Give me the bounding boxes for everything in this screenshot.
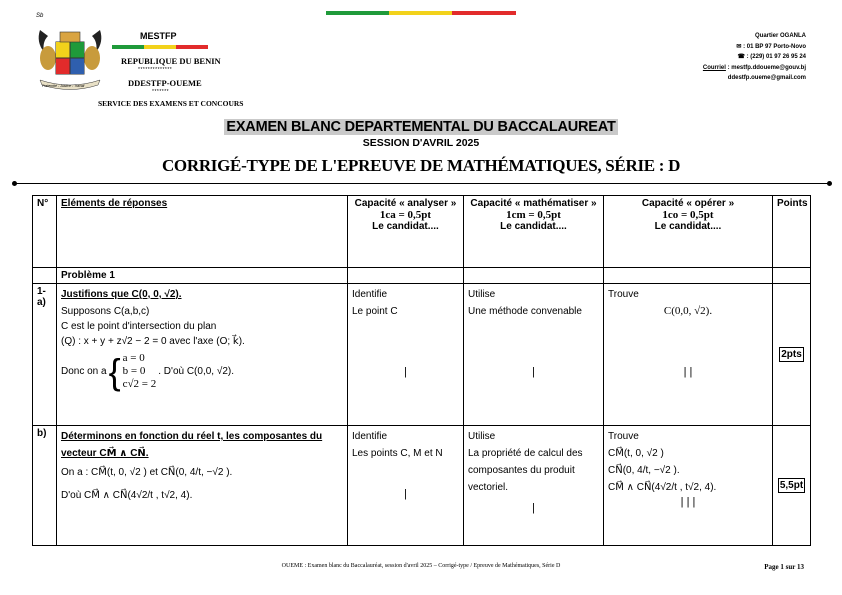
row-1b-c3-c: CN⃗(0, 4/t, −√2 ). <box>608 465 680 476</box>
row-1b-c2-bars: | <box>532 502 535 514</box>
row-1b-elements <box>57 426 348 546</box>
cap1-title: Capacité « analyser » <box>354 198 457 209</box>
row-1b-c1-bars: | <box>404 488 407 500</box>
row-1a-line3: (Q) : x + y + z√2 − 2 = 0 avec l'axe (O; k⃗). <box>61 336 245 347</box>
row-1b-c3-d: CM⃗ ∧ CN⃗(4√2/t , t√2, 4). <box>608 482 717 493</box>
row-1a-operer <box>604 284 773 426</box>
header-cap-analyser <box>348 196 464 268</box>
row-1a-c1-a: Identifie <box>352 289 388 300</box>
row-1b-analyser <box>348 426 464 546</box>
brace-icon: { <box>108 350 121 392</box>
row-1a-c3-bars: | | <box>683 366 693 378</box>
republic-name: REPUBLIQUE DU BENIN <box>121 56 221 66</box>
row-1a-points-value: 2pts <box>781 349 802 360</box>
contact-bp: : 01 BP 97 Porto-Novo <box>743 43 806 50</box>
row-1a-title: Justifions que C(0, 0, √2). <box>61 289 182 300</box>
row-1a-mathematiser <box>464 284 604 426</box>
sys-eq-2: b = 0 <box>122 365 146 377</box>
row-1a-c3-b: C(0,0, √2). <box>663 305 713 317</box>
contact-email-2: ddestfp.oueme@gmail.com <box>727 75 806 81</box>
email-label: Courriel <box>702 64 726 71</box>
row-1a-c1-bars: | <box>404 366 407 378</box>
row-1a-system-suffix: . D'où C(0,0, √2). <box>158 366 235 377</box>
row-1b-points-value: 5,5pt <box>779 480 804 491</box>
row-1a-elements <box>57 284 348 426</box>
row-1a-c2-b: Une méthode convenable <box>468 306 582 317</box>
row-1a-line1: Supposons C(a,b,c) <box>61 306 150 317</box>
row-1a-num: 1- a) <box>33 284 57 426</box>
row-1a-system-eqs <box>123 352 157 391</box>
row-1b-mathematiser <box>464 426 604 546</box>
row-1b-c2-a: Utilise <box>468 431 496 442</box>
row-1b-line2: D'où CM⃗ ∧ CN⃗(4√2/t , t√2, 4). <box>61 490 193 501</box>
header-flag-bar <box>112 45 208 49</box>
row-1a-c1-b: Le point C <box>352 306 398 317</box>
ministry-name: MESTFP <box>140 31 177 41</box>
contact-phone-row: ☎ : (229) 01 97 26 95 24 <box>737 54 806 60</box>
row-1b-c1-a: Identifie <box>352 431 388 442</box>
row-1b-operer <box>604 426 773 546</box>
row-1a-line2: C est le point d'intersection du plan <box>61 321 217 332</box>
sys-eq-3: c√2 = 2 <box>122 378 157 390</box>
page-number: Page 1 sur 13 <box>764 563 804 571</box>
exam-title: EXAMEN BLANC DEPARTEMENTAL DU BACCALAUREAT <box>226 119 616 135</box>
row-1b-c2-b: La propriété de calcul des composantes du produit vectoriel. <box>468 448 583 493</box>
separator-stars-2: ******* <box>152 89 170 95</box>
contact-phone: (229) 01 97 26 95 24 <box>750 54 806 60</box>
row-1b-c3-a: Trouve <box>608 431 639 442</box>
header-num: N° <box>33 196 57 268</box>
row-1b-c3-b: CM⃗(t, 0, √2 ) <box>608 448 664 459</box>
sys-eq-1: a = 0 <box>122 352 145 364</box>
table-row-1a <box>33 284 811 426</box>
cap3-title: Capacité « opérer » <box>641 198 735 209</box>
department-name: DDESTFP-OUEME <box>128 78 202 88</box>
exam-title-row <box>0 118 842 136</box>
phone-icon: ☎ <box>737 54 745 60</box>
cap1-cand: Le candidat.... <box>372 221 439 232</box>
initials-mark: Sb <box>36 13 44 19</box>
answer-table <box>32 195 811 546</box>
row-1b-c1-b: Les points C, M et N <box>352 448 443 459</box>
cap2-cand: Le candidat.... <box>500 221 567 232</box>
row-1a-c3-a: Trouve <box>608 289 639 300</box>
header-elements-label: Eléments de réponses <box>61 198 168 209</box>
service-name: SERVICE DES EXAMENS ET CONCOURS <box>98 99 244 108</box>
row-1a-analyser <box>348 284 464 426</box>
contact-email-row <box>703 63 806 74</box>
row-1a-points <box>773 284 811 426</box>
cap1-pts: 1ca = 0,5pt <box>379 209 432 221</box>
corrige-title: CORRIGÉ-TYPE DE L'EPREUVE DE MATHÉMATIQUES, SÉRIE : D <box>161 156 681 175</box>
cap3-pts: 1co = 0,5pt <box>662 209 714 221</box>
mailbox-icon: ✉ <box>736 43 742 50</box>
header-elements <box>57 196 348 268</box>
cap2-title: Capacité « mathématiser » <box>470 198 597 209</box>
header-points: Points <box>773 196 811 268</box>
contact-quarter: Quartier OGANLA <box>754 33 806 39</box>
table-row-1b <box>33 426 811 546</box>
row-1b-line1: On a : CM⃗(t, 0, √2 ) et CN⃗(0, 4/t, −√2 ). <box>61 467 233 478</box>
contact-block <box>703 31 806 84</box>
row-1b-title: Déterminons en fonction du réel t, les composantes du vecteur CM⃗ ∧ CN⃗. <box>61 431 323 459</box>
row-1a-system <box>61 352 343 391</box>
cap3-cand: Le candidat.... <box>654 221 722 232</box>
table-header-row <box>33 196 811 268</box>
row-1a-system-prefix: Donc on a <box>61 366 107 377</box>
contact-email-1: : mestfp.ddoueme@gouv.bj <box>727 64 806 71</box>
separator-stars: ************** <box>138 67 173 73</box>
page-footer: OUEME : Examen blanc du Baccalauréat, session d'avril 2025 – Corrigé-type / Epreuve de Mathématiques, Série D <box>281 563 561 569</box>
title-rule <box>14 183 830 184</box>
row-1b-c3-bars: | | | <box>680 496 696 508</box>
problem-title: Problème 1 <box>57 268 348 284</box>
contact-bp-row <box>703 42 806 53</box>
problem-row <box>33 268 811 284</box>
header-cap-mathematiser <box>464 196 604 268</box>
benin-coat-of-arms-icon <box>34 24 106 92</box>
session-title: SESSION D'AVRIL 2025 <box>362 137 480 149</box>
header-cap-operer <box>604 196 773 268</box>
row-1b-num: b) <box>33 426 57 546</box>
row-1b-points <box>773 426 811 546</box>
row-1a-c2-bars: | <box>532 366 535 378</box>
row-1a-c2-a: Utilise <box>468 289 496 300</box>
top-flag-bar <box>326 11 516 15</box>
cap2-pts: 1cm = 0,5pt <box>506 209 561 221</box>
motto-ribbon-text: Fraternité - Justice - Travail <box>42 84 85 88</box>
